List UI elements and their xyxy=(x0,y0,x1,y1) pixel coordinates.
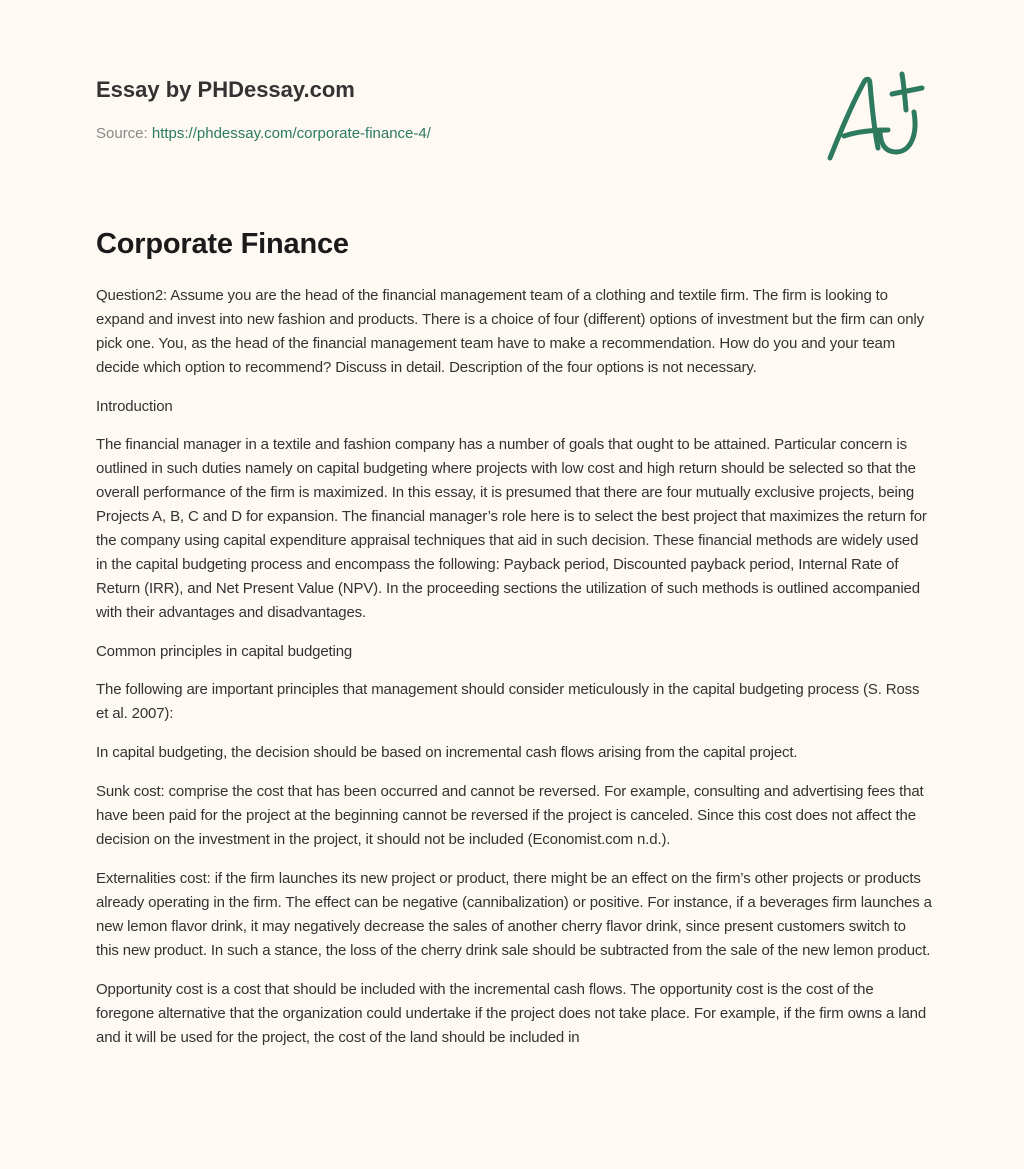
a-plus-grade-icon xyxy=(822,68,930,164)
essay-body xyxy=(96,224,932,1065)
opportunity-cost-paragraph: Opportunity cost is a cost that should be included with the incremental cash flows. The opportunity cost is the cost of the foregone alternative that the organization could undertake if the project does not take place. For example, if the firm owns a land and it will be used for the project, the cost of the land should be included in xyxy=(96,981,927,1046)
source-label: Source: xyxy=(96,125,152,142)
brand-title: Essay by PHDessay.com xyxy=(96,77,355,102)
externalities-cost-paragraph: Externalities cost: if the firm launches its new project or product, there might be an effect on the firm’s other projects or products already operating in the firm. The effect can be negative (cannibalization) or positive. For instance, if a beverages firm launches a new lemon flavor drink, it may negatively decrease the sales of another cherry flavor drink, since present customers switch to this new product. In such a stance, the loss of the cherry drink sale should be subtracted from the sale of the new lemon product. xyxy=(96,870,932,959)
source-link[interactable]: https://phdessay.com/corporate-finance-4/ xyxy=(151,125,431,142)
incremental-cash-flows-paragraph: In capital budgeting, the decision should be based on incremental cash flows arising from the capital project. xyxy=(96,744,798,761)
page-title: Corporate Finance xyxy=(96,228,349,260)
sunk-cost-paragraph: Sunk cost: comprise the cost that has been occurred and cannot be reversed. For example, consulting and advertising fees that have been paid for the project at the beginning cannot be reversed if the project is canceled. Since this cost does not affect the decision on the investment in the project, it should not be included (Economist.com n.d.). xyxy=(96,783,924,848)
introduction-paragraph: The financial manager in a textile and fashion company has a number of goals that ought to be attained. Particular concern is outlined in such duties namely on capital budgeting where projects with low cost and high return should be selected so that the overall performance of the firm is maximized. In this essay, it is presumed that there are four mutually exclusive projects, being Projects A, B, C and D for expansion. The financial manager’s role here is to select the best project that maximizes the return for the company using capital expenditure appraisal techniques that aid in such decision. These financial methods are widely used in the capital budgeting process and encompass the following: Payback period, Discounted payback period, Internal Rate of Return (IRR), and Net Present Value (NPV). In the proceeding sections the utilization of such methods is outlined accompanied with their advantages and disadvantages. xyxy=(96,436,927,621)
section-heading-introduction: Introduction xyxy=(96,398,173,415)
section-heading-common-principles: Common principles in capital budgeting xyxy=(96,643,353,660)
question-paragraph: Question2: Assume you are the head of the financial management team of a clothing and textile firm. The firm is looking to expand and invest into new fashion and products. There is a choice of four (different) options of investment but the firm can only pick one. You, as the head of the financial management team have to make a recommendation. How do you and your team decide which option to recommend? Discuss in detail. Description of the four options is not necessary. xyxy=(96,287,924,376)
page-header xyxy=(96,74,796,144)
principles-intro-paragraph: The following are important principles that management should consider meticulously in the capital budgeting process (S. Ross et al. 2007): xyxy=(96,681,920,722)
source-line xyxy=(96,124,796,144)
